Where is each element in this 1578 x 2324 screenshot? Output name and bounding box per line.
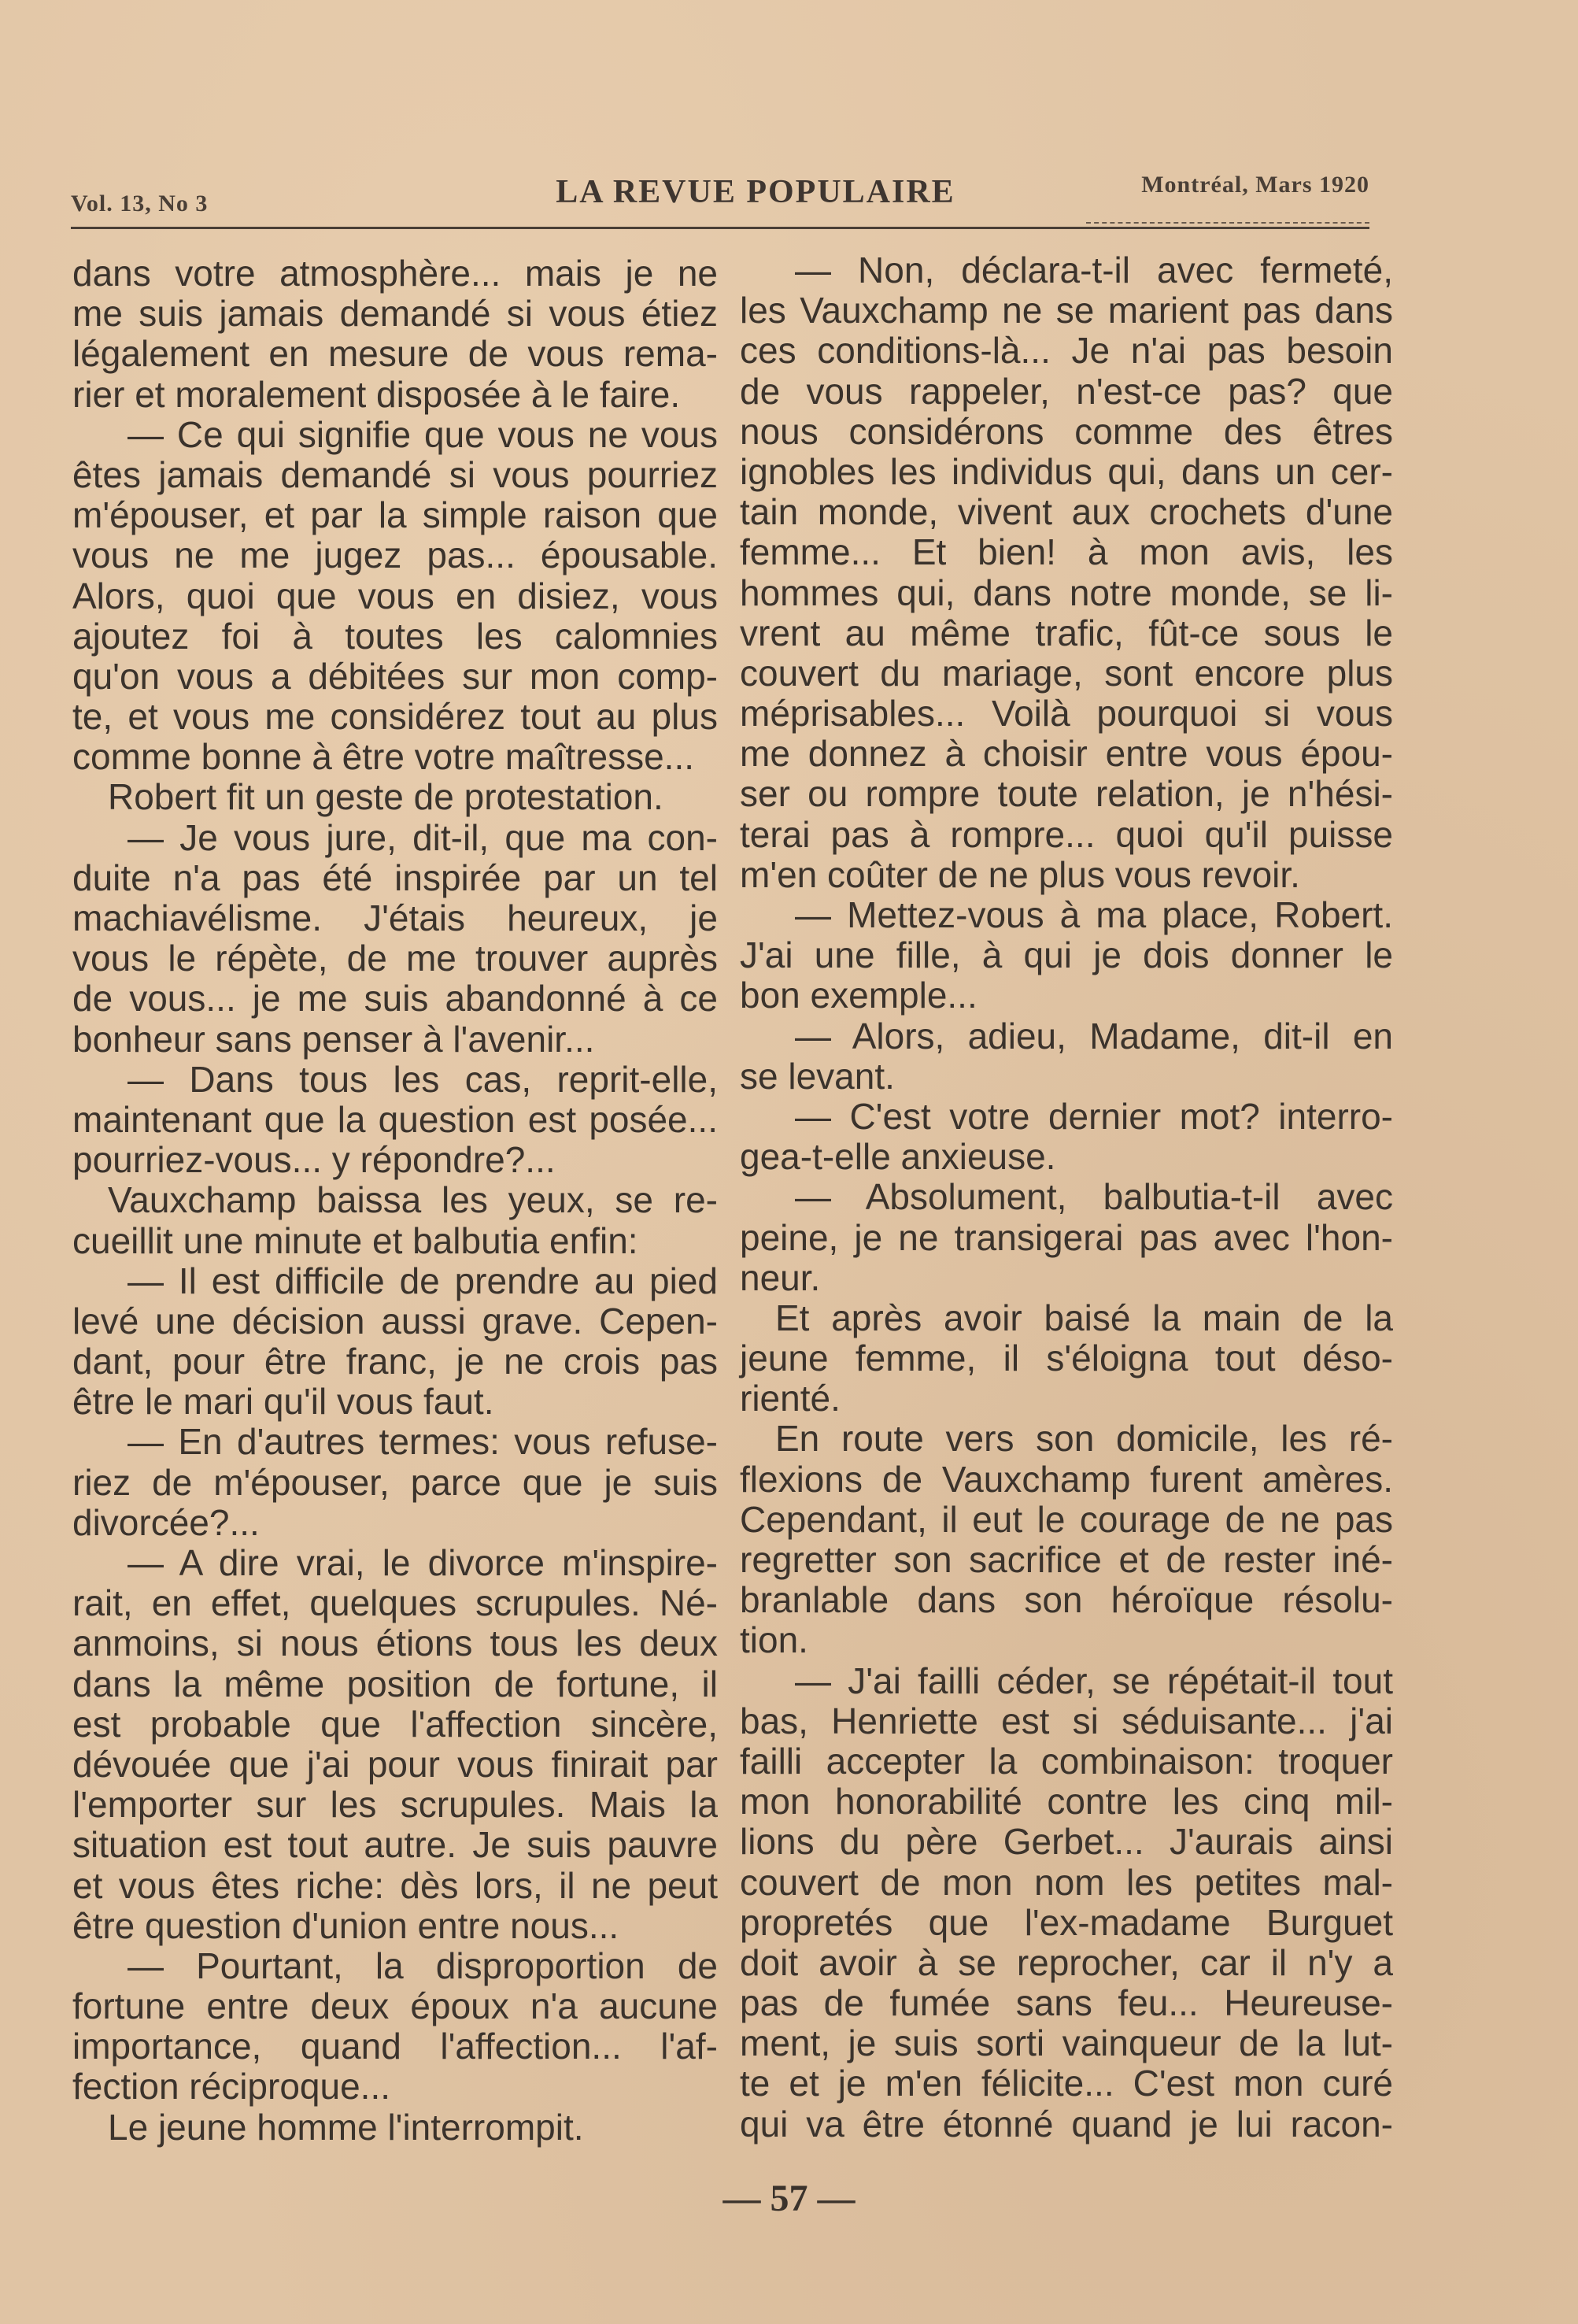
text-line: les Vauxchamp ne se marient pas dans [740,290,1393,331]
text-line: riez de m'épouser, parce que je suis [72,1461,718,1503]
text-line: — Absolument, balbutia-t-il avec [795,1176,1393,1218]
text-line: qu'on vous a débitées sur mon comp- [72,655,718,697]
header-rule-dashed [1086,222,1369,224]
text-line: dans la même position de fortune, il [72,1663,718,1704]
text-line: vrent au même trafic, fût-ce sous le [740,612,1393,653]
text-line: — C'est votre dernier mot? interro- [795,1095,1393,1137]
text-line: de vous... je me suis abandonné à ce [72,978,718,1020]
text-line: fortune entre deux époux n'a aucune [72,1985,718,2027]
text-line: mon honorabilité contre les cinq mil- [740,1781,1393,1823]
text-line: êtes jamais demandé si vous pourriez [72,453,718,495]
text-line: neur. [740,1256,821,1298]
text-line: tain monde, vivent aux crochets d'une [740,491,1393,533]
text-line: cueillit une minute et balbutia enfin: [72,1219,638,1261]
text-line: gea-t-elle anxieuse. [740,1136,1056,1178]
text-line: branlable dans son héroïque résolu- [740,1579,1393,1621]
text-line: failli accepter la combinaison: troquer [740,1740,1393,1782]
text-line: hommes qui, dans notre monde, se li- [740,572,1393,613]
text-line: rier et moralement disposée à le faire. [72,373,681,415]
text-line: — J'ai failli céder, se répétait-il tout [795,1660,1393,1701]
text-line: En route vers son domicile, les ré- [775,1418,1393,1460]
text-line: regretter son sacrifice et de rester iné- [740,1539,1393,1580]
text-line: fection réciproque... [72,2066,391,2108]
text-line: être le mari qu'il vous faut. [72,1381,494,1423]
text-line: propretés que l'ex-madame Burguet [740,1901,1393,1943]
text-line: — Ce qui signifie que vous ne vous [127,413,718,455]
text-line: de vous rappeler, n'est-ce pas? que [740,370,1393,412]
text-line: importance, quand l'affection... l'af- [72,2026,718,2067]
text-line: femme... Et bien! à mon avis, les [740,531,1393,573]
text-line: maintenant que la question est posée... [72,1098,718,1140]
text-line: peine, je ne transigerai pas avec l'hon- [740,1216,1393,1258]
text-line: méprisables... Voilà pourquoi si vous [740,693,1393,735]
text-line: se levant. [740,1055,895,1097]
text-line: flexions de Vauxchamp furent amères. [740,1458,1393,1500]
text-line: situation est tout autre. Je suis pauvre [72,1824,718,1866]
text-line: — Pourtant, la disproportion de [127,1945,718,1986]
text-line: Et après avoir baisé la main de la [775,1297,1393,1338]
text-line: jeune femme, il s'éloigna tout déso- [740,1338,1393,1379]
text-line: rienté. [740,1378,841,1419]
text-line: bas, Henriette est si séduisante... j'ai [740,1700,1393,1741]
page-header [71,167,1369,222]
left-column [72,253,718,2148]
text-line: m'épouser, et par la simple raison que [72,494,718,536]
text-line: J'ai une fille, à qui je dois donner le [740,934,1393,976]
text-line: — Dans tous les cas, reprit-elle, [127,1058,718,1100]
text-line: légalement en mesure de vous rema- [72,333,718,375]
right-column [740,250,1393,2145]
text-line: — Alors, adieu, Madame, dit-il en [795,1015,1393,1057]
text-line: et vous êtes riche: dès lors, il ne peut [72,1864,718,1906]
text-line: anmoins, si nous étions tous les deux [72,1623,718,1664]
text-line: dans votre atmosphère... mais je ne [72,253,718,294]
text-line: Alors, quoi que vous en disiez, vous [72,575,718,616]
text-line: bonheur sans penser à l'avenir... [72,1018,595,1060]
text-line: vous le répète, de me trouver auprès [72,938,718,979]
text-line: me suis jamais demandé si vous étiez [72,293,718,335]
text-line: Cependant, il eut le courage de ne pas [740,1498,1393,1540]
text-line: l'emporter sur les scrupules. Mais la [72,1784,718,1826]
text-line: te, et vous me considérez tout au plus [72,696,718,738]
text-line: doit avoir à se reprocher, car il n'y a [740,1941,1393,1983]
text-line: dant, pour être franc, je ne crois pas [72,1341,718,1382]
text-line: — Je vous jure, dit-il, que ma con- [127,816,718,858]
text-line: rait, en effet, quelques scrupules. Né- [72,1582,718,1624]
page-number: — 57 — [722,2178,856,2219]
text-line: te et je m'en félicite... C'est mon curé [740,2063,1393,2104]
text-line: couvert de mon nom les petites mal- [740,1861,1393,1903]
text-line: vous ne me jugez pas... épousable. [72,535,718,576]
text-line: — A dire vrai, le divorce m'inspire- [127,1542,718,1583]
text-line: ser ou rompre toute relation, je n'hési- [740,773,1393,815]
text-line: bon exemple... [740,975,977,1016]
text-line: — Mettez-vous à ma place, Robert. [795,894,1393,935]
text-line: être question d'union entre nous... [72,1904,619,1946]
text-line: ces conditions-là... Je n'ai pas besoin [740,330,1393,372]
text-line: levé une décision aussi grave. Cepen- [72,1300,718,1341]
text-line: divorcée?... [72,1501,260,1543]
text-line: — Il est difficile de prendre au pied [127,1260,718,1301]
text-line: terai pas à rompre... quoi qu'il puisse [740,813,1393,855]
text-line: duite n'a pas été inspirée par un tel [72,857,718,898]
text-line: m'en coûter de ne plus vous revoir. [740,853,1300,895]
text-line: Robert fit un geste de protestation. [108,776,663,818]
text-line: lions du père Gerbet... J'aurais ainsi [740,1821,1393,1863]
text-line: pourriez-vous... y répondre?... [72,1139,556,1181]
text-line: Vauxchamp baissa les yeux, se re- [108,1179,718,1221]
publication-title: LA REVUE POPULAIRE [556,174,955,210]
text-line: pas de fumée sans feu... Heureuse- [740,1982,1393,2024]
text-line: — Non, déclara-t-il avec fermeté, [795,250,1393,290]
text-line: qui va être étonné quand je lui racon- [740,2103,1393,2145]
text-line: tion. [740,1619,808,1661]
text-line: est probable que l'affection sincère, [72,1703,718,1745]
volume-number: Vol. 13, No 3 [71,191,209,216]
text-line: — En d'autres termes: vous refuse- [127,1421,718,1463]
text-line: ment, je suis sorti vainqueur de la lut- [740,2022,1393,2064]
text-line: couvert du mariage, sont encore plus [740,652,1393,694]
text-line: me donnez à choisir entre vous épou- [740,733,1393,775]
text-line: comme bonne à être votre maîtresse... [72,736,695,778]
text-line: machiavélisme. J'étais heureux, je [72,897,718,938]
text-line: nous considérons comme des êtres [740,410,1393,452]
text-line: dévouée que j'ai pour vous finirait par [72,1743,718,1785]
header-rule [71,227,1369,229]
text-line: ignobles les individus qui, dans un cer- [740,450,1393,492]
text-line: Le jeune homme l'interrompit. [108,2106,584,2148]
text-line: ajoutez foi à toutes les calomnies [72,615,718,657]
issue-date: Montréal, Mars 1920 [1141,172,1369,198]
